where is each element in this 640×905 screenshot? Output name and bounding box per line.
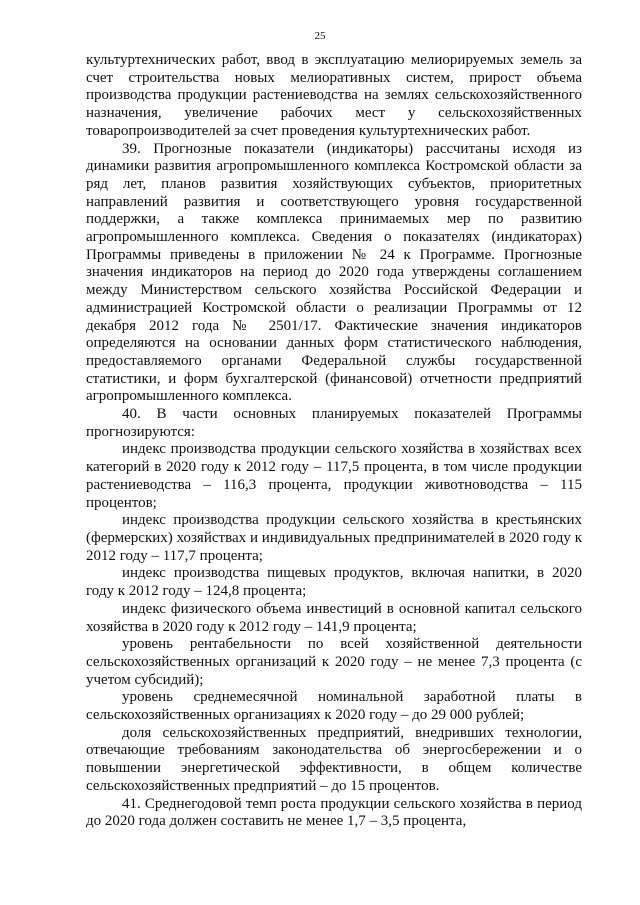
list-item: уровень среднемесячной номинальной заработной платы в сельскохозяйственных организациях к 2020 году – до 29 000 рублей; — [86, 689, 582, 724]
page-number: 25 — [314, 30, 326, 42]
paragraph: 41. Среднегодовой темп роста продукции сельского хозяйства в период до 2020 года должен составить не менее 1,7 – 3,5 процента, — [86, 795, 582, 830]
paragraph: культуртехнических работ, ввод в эксплуатацию мелиорируемых земель за счет строительства новых мелиоративных систем, прирост объема производства продукции растениеводства на землях сельскохозяйственного назначения, увеличение рабочих мест у сельскохозяйственных товаропроизводителей за счет проведения культуртехнических работ. — [86, 52, 582, 139]
list-item: индекс производства продукции сельского хозяйства в крестьянских (фермерских) хозяйствах и индивидуальных предпринимателей в 2020 году к 2012 году – 117,7 процента; — [86, 512, 582, 564]
document-body — [86, 52, 582, 831]
paragraph: 39. Прогнозные показатели (индикаторы) рассчитаны исходя из динамики развития агропромышленного комплекса Костромской области за ряд лет, планов развития хозяйствующих субъектов, приоритетных направлений развития и соответствующего уровня государственной поддержки, а также комплекса принимаемых мер по развитию агропромышленного комплекса. Сведения о показателях (индикаторах) Программы приведены в приложении № 24 к Программе. Прогнозные значения индикаторов на период до 2020 года утверждены соглашением между Министерством сельского хозяйства Российской Федерации и администрацией Костромской области о реализации Программы от 12 декабря 2012 года № 2501/17. Фактические значения индикаторов определяются на основании данных форм статистического наблюдения, предоставляемого органами Федеральной службы государственной статистики, и форм бухгалтерской (финансовой) отчетности предприятий агропромышленного комплекса. — [86, 140, 582, 405]
paragraph: 40. В части основных планируемых показателей Программы прогнозируются: — [86, 406, 582, 440]
list-item: уровень рентабельности по всей хозяйственной деятельности сельскохозяйственных организаций к 2020 году – не менее 7,3 процента (с учетом субсидий); — [86, 636, 582, 688]
list-item: индекс физического объема инвестиций в основной капитал сельского хозяйства в 2020 году к 2012 году – 141,9 процента; — [86, 600, 582, 635]
list-item: индекс производства продукции сельского хозяйства в хозяйствах всех категорий в 2020 году к 2012 году – 117,5 процента, в том числе продукции растениеводства – 116,3 процента, продукции животноводства – 115 процентов; — [86, 441, 582, 511]
list-item: доля сельскохозяйственных предприятий, внедривших технологии, отвечающие требованиям законодательства об энергосбережении и о повышении энергетической эффективности, в общем количестве сельскохозяйственных предприятий – до 15 процентов. — [86, 724, 582, 794]
list-item: индекс производства пищевых продуктов, включая напитки, в 2020 году к 2012 году – 124,8 процента; — [86, 565, 582, 600]
